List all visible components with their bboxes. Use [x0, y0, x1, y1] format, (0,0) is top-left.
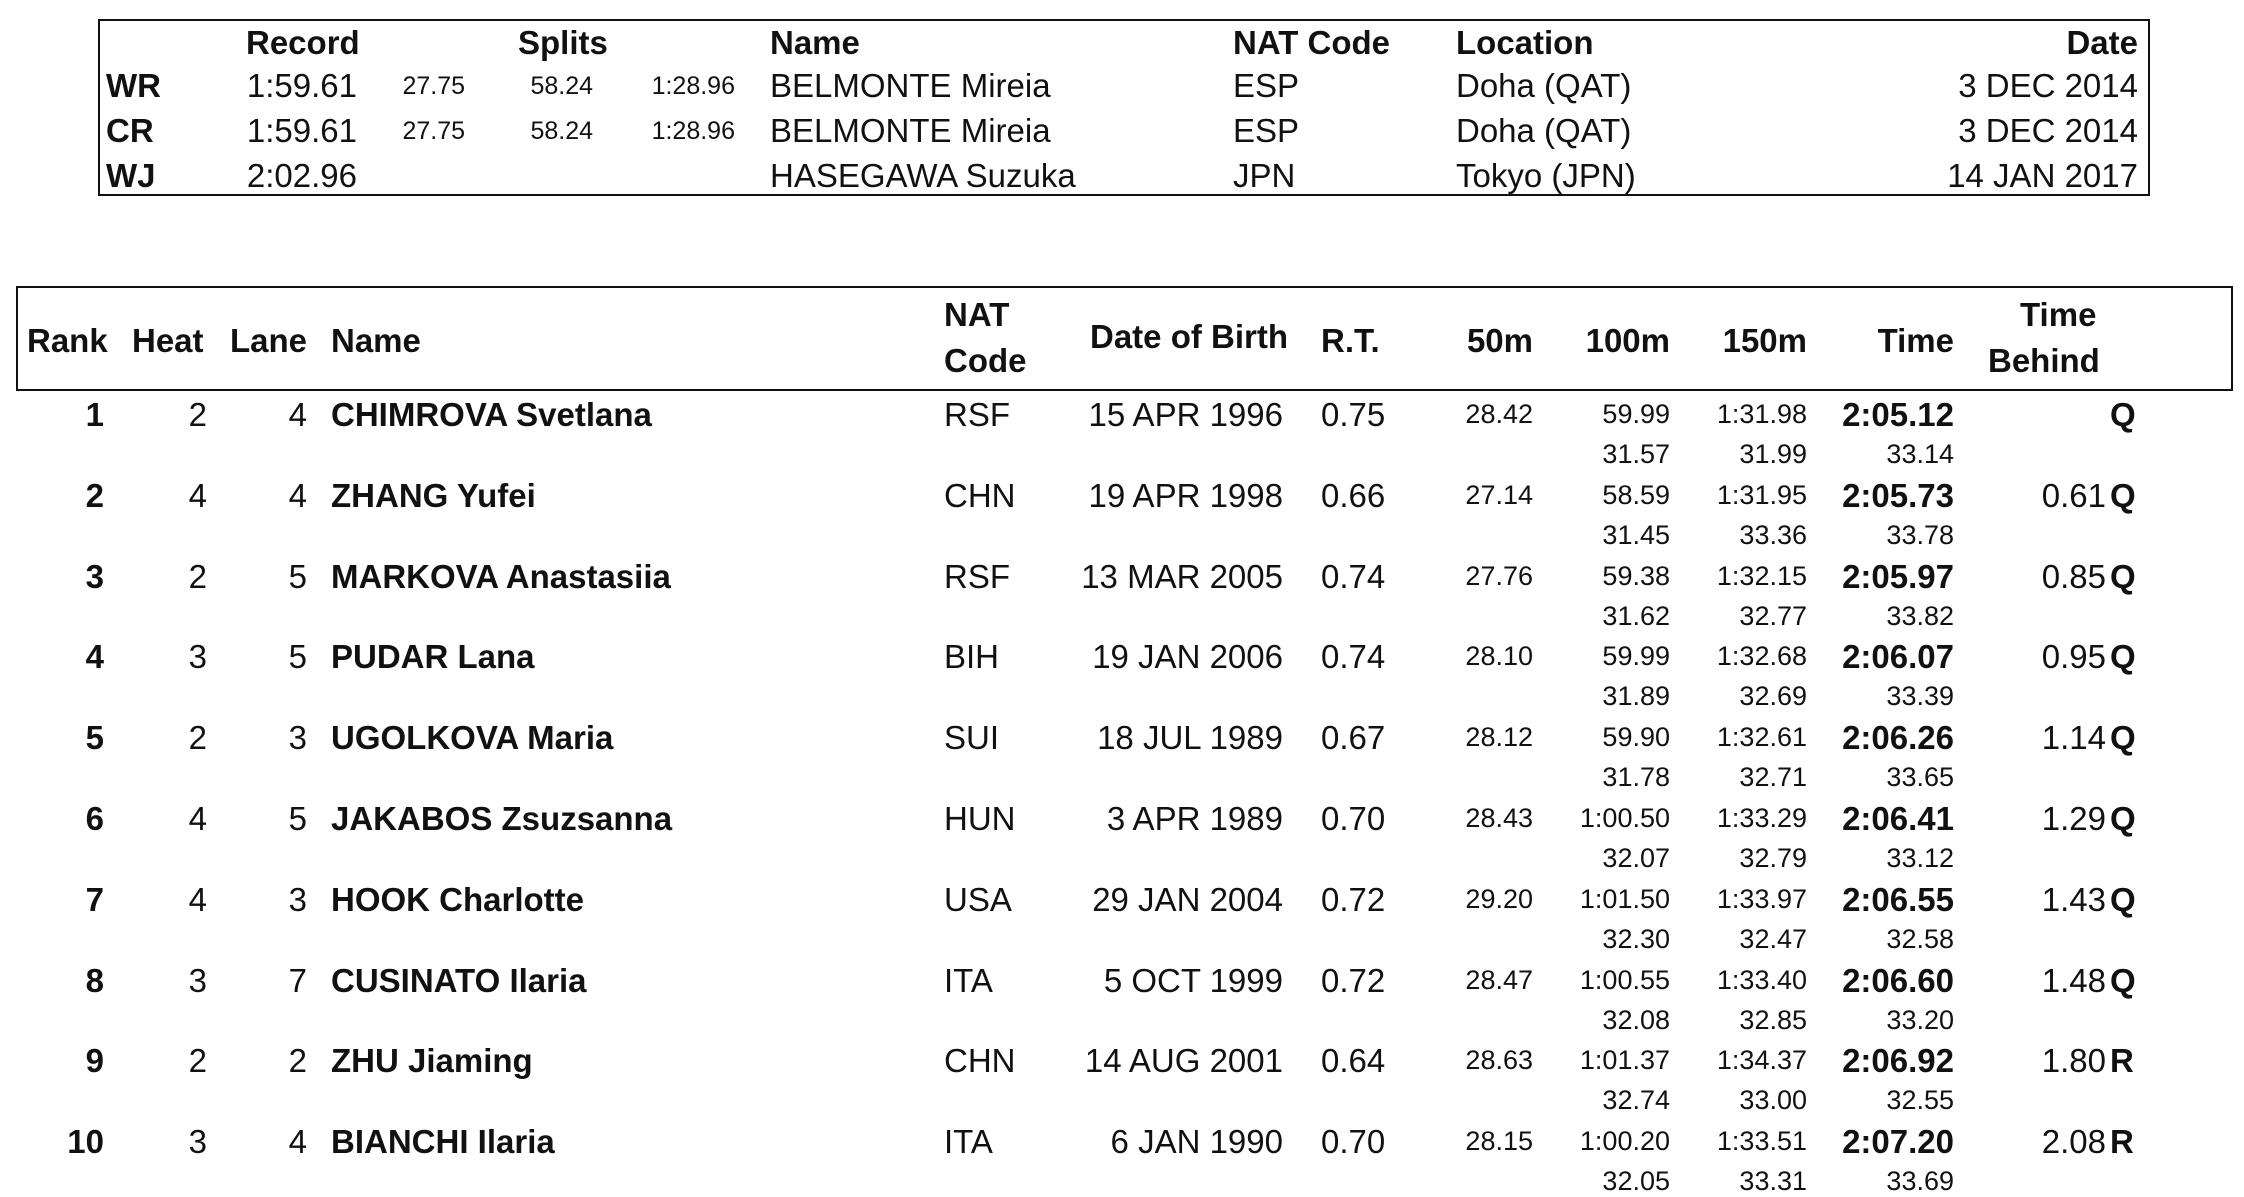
result-time-behind: 0.95 — [2041, 638, 2106, 676]
result-split-150m: 1:33.51 — [1716, 1126, 1807, 1157]
result-lap-split-200m: 33.12 — [1886, 843, 1954, 873]
result-split-100m: 1:01.37 — [1579, 1045, 1670, 1076]
result-lane: 2 — [288, 1042, 307, 1080]
result-split-150m: 1:34.37 — [1716, 1045, 1807, 1076]
result-date-of-birth: 15 APR 1996 — [1088, 396, 1283, 433]
result-reaction-time: 0.72 — [1321, 961, 1386, 999]
result-date-of-birth: 29 JAN 2004 — [1092, 880, 1283, 918]
result-athlete-name: HOOK Charlotte — [331, 880, 585, 918]
result-lane: 4 — [288, 396, 307, 433]
results-header-name: Name — [331, 322, 421, 359]
result-reaction-time: 0.67 — [1321, 719, 1386, 757]
result-lap-split-200m: 33.20 — [1886, 1004, 1954, 1035]
result-lane: 5 — [288, 638, 307, 676]
result-split-50m: 28.15 — [1465, 1126, 1533, 1157]
result-split-100m: 1:00.50 — [1579, 803, 1670, 833]
result-time-behind: 1.48 — [2041, 961, 2106, 999]
result-reaction-time: 0.70 — [1321, 800, 1386, 837]
records-header-name: Name — [770, 24, 860, 61]
result-lap-split-100m: 32.74 — [1602, 1085, 1670, 1116]
result-athlete-name: ZHANG Yufei — [331, 476, 536, 514]
result-lap-split-200m: 32.58 — [1886, 923, 1954, 954]
result-date-of-birth: 14 AUG 2001 — [1084, 1042, 1283, 1080]
record-date: 14 JAN 2017 — [1947, 157, 2138, 194]
record-date: 3 DEC 2014 — [1958, 112, 2138, 149]
result-final-time: 2:06.41 — [1842, 800, 1954, 837]
result-date-of-birth: 13 MAR 2005 — [1081, 557, 1283, 595]
records-header-nat-code: NAT Code — [1233, 24, 1391, 61]
result-heat: 3 — [188, 961, 207, 999]
result-qualification-mark: Q — [2110, 396, 2136, 433]
result-split-100m: 1:00.20 — [1579, 1126, 1670, 1157]
result-lane: 5 — [288, 800, 307, 837]
record-nat-code: ESP — [1233, 112, 1300, 149]
result-lap-split-200m: 33.39 — [1886, 681, 1954, 712]
result-nat-code: HUN — [944, 800, 1016, 837]
result-split-150m: 1:32.15 — [1716, 560, 1807, 591]
result-split-50m: 27.14 — [1465, 479, 1533, 510]
result-nat-code: CHN — [944, 476, 1016, 514]
result-time-behind: 1.43 — [2041, 880, 2106, 918]
result-split-50m: 28.10 — [1465, 641, 1533, 672]
result-nat-code: RSF — [944, 557, 1010, 595]
record-split-100: 58.24 — [530, 117, 593, 145]
result-athlete-name: MARKOVA Anastasiia — [331, 557, 671, 595]
result-lap-split-150m: 32.85 — [1739, 1004, 1807, 1035]
result-reaction-time: 0.72 — [1321, 880, 1386, 918]
result-lap-split-100m: 32.08 — [1602, 1004, 1670, 1035]
result-athlete-name: ZHU Jiaming — [331, 1042, 533, 1080]
results-header-time-behind-line1: Time — [2020, 296, 2097, 333]
records-header-splits: Splits — [518, 24, 608, 61]
result-rank: 4 — [85, 638, 104, 676]
record-location: Tokyo (JPN) — [1456, 157, 1636, 194]
records-header-record: Record — [246, 24, 360, 61]
result-athlete-name: PUDAR Lana — [331, 638, 535, 676]
result-split-150m: 1:33.40 — [1716, 964, 1807, 995]
result-reaction-time: 0.66 — [1321, 476, 1386, 514]
record-time: 2:02.96 — [246, 157, 357, 194]
results-header-100m: 100m — [1585, 322, 1670, 359]
result-lap-split-150m: 31.99 — [1739, 439, 1807, 469]
result-final-time: 2:05.12 — [1842, 396, 1954, 433]
result-heat: 4 — [188, 476, 207, 514]
result-split-150m: 1:32.68 — [1716, 641, 1807, 672]
record-type: CR — [106, 112, 154, 149]
result-split-100m: 58.59 — [1602, 479, 1670, 510]
result-lap-split-200m: 33.14 — [1886, 439, 1954, 469]
result-date-of-birth: 5 OCT 1999 — [1103, 961, 1283, 999]
result-split-100m: 59.99 — [1602, 399, 1670, 429]
result-lap-split-100m: 31.78 — [1602, 762, 1670, 793]
result-reaction-time: 0.70 — [1321, 1123, 1386, 1161]
result-lap-split-200m: 33.82 — [1886, 600, 1954, 631]
result-lap-split-200m: 33.69 — [1886, 1166, 1954, 1197]
result-time-behind: 0.85 — [2041, 557, 2106, 595]
result-time-behind: 1.29 — [2041, 800, 2106, 837]
result-reaction-time: 0.75 — [1321, 396, 1386, 433]
result-split-50m: 28.47 — [1465, 964, 1533, 995]
result-final-time: 2:06.60 — [1842, 961, 1954, 999]
result-rank: 9 — [85, 1042, 104, 1080]
result-heat: 4 — [188, 880, 207, 918]
result-athlete-name: JAKABOS Zsuzsanna — [331, 800, 673, 837]
result-lane: 3 — [288, 719, 307, 757]
result-lane: 3 — [288, 880, 307, 918]
result-lane: 7 — [288, 961, 307, 999]
record-type: WJ — [106, 157, 156, 194]
results-header-50m: 50m — [1466, 322, 1533, 359]
results-header-reaction-time: R.T. — [1321, 322, 1380, 359]
results-header-150m: 150m — [1722, 322, 1807, 359]
result-reaction-time: 0.74 — [1321, 638, 1386, 676]
result-qualification-mark: Q — [2110, 557, 2136, 595]
result-lap-split-150m: 32.47 — [1739, 923, 1807, 954]
result-lap-split-200m: 33.78 — [1886, 519, 1954, 550]
result-split-150m: 1:33.29 — [1716, 803, 1807, 833]
result-split-100m: 59.90 — [1602, 722, 1670, 753]
result-rank: 7 — [85, 880, 104, 918]
result-date-of-birth: 19 APR 1998 — [1088, 476, 1283, 514]
result-heat: 3 — [188, 1123, 207, 1161]
record-location: Doha (QAT) — [1456, 112, 1632, 149]
result-qualification-mark: Q — [2110, 800, 2136, 837]
result-heat: 2 — [188, 396, 207, 433]
results-header-rank: Rank — [27, 322, 108, 359]
record-location: Doha (QAT) — [1456, 67, 1632, 104]
result-heat: 2 — [188, 1042, 207, 1080]
results-header-time-behind-line2: Behind — [1988, 342, 2100, 379]
result-lap-split-200m: 32.55 — [1886, 1085, 1954, 1116]
result-lap-split-100m: 31.45 — [1602, 519, 1670, 550]
result-rank: 8 — [85, 961, 104, 999]
result-split-100m: 59.99 — [1602, 641, 1670, 672]
records-table-border — [98, 19, 2150, 196]
result-final-time: 2:05.73 — [1842, 476, 1954, 514]
result-split-50m: 27.76 — [1465, 560, 1533, 591]
result-heat: 3 — [188, 638, 207, 676]
record-split-50: 27.75 — [402, 72, 465, 100]
result-nat-code: ITA — [944, 1123, 993, 1161]
result-lap-split-100m: 32.05 — [1602, 1166, 1670, 1197]
result-final-time: 2:06.55 — [1842, 880, 1954, 918]
result-rank: 6 — [85, 800, 104, 837]
record-split-150: 1:28.96 — [651, 72, 735, 100]
result-lap-split-150m: 32.79 — [1739, 843, 1807, 873]
result-qualification-mark: Q — [2110, 638, 2136, 676]
result-lap-split-100m: 31.57 — [1602, 439, 1670, 469]
result-qualification-mark: Q — [2110, 880, 2136, 918]
result-final-time: 2:05.97 — [1842, 557, 1954, 595]
result-heat: 4 — [188, 800, 207, 837]
result-rank: 2 — [85, 476, 104, 514]
result-date-of-birth: 19 JAN 2006 — [1092, 638, 1283, 676]
result-split-50m: 28.42 — [1465, 399, 1533, 429]
result-date-of-birth: 18 JUL 1989 — [1097, 719, 1283, 757]
result-time-behind: 1.14 — [2041, 719, 2106, 757]
record-nat-code: ESP — [1233, 67, 1300, 104]
results-header-nat: NAT — [944, 296, 1010, 333]
result-split-150m: 1:33.97 — [1716, 883, 1807, 914]
result-split-50m: 28.63 — [1465, 1045, 1533, 1076]
result-lap-split-150m: 33.00 — [1739, 1085, 1807, 1116]
result-heat: 2 — [188, 719, 207, 757]
result-reaction-time: 0.74 — [1321, 557, 1386, 595]
record-time: 1:59.61 — [246, 67, 357, 104]
record-time: 1:59.61 — [246, 112, 357, 149]
result-time-behind: 2.08 — [2041, 1123, 2106, 1161]
result-qualification-mark: Q — [2110, 961, 2136, 999]
result-split-150m: 1:32.61 — [1716, 722, 1807, 753]
result-lap-split-100m: 32.30 — [1602, 923, 1670, 954]
result-rank: 1 — [85, 396, 104, 433]
result-final-time: 2:07.20 — [1842, 1123, 1954, 1161]
result-nat-code: ITA — [944, 961, 993, 999]
result-split-50m: 29.20 — [1465, 883, 1533, 914]
result-qualification-mark: Q — [2110, 476, 2136, 514]
result-time-behind: 1.80 — [2041, 1042, 2106, 1080]
result-rank: 3 — [85, 557, 104, 595]
result-heat: 2 — [188, 557, 207, 595]
result-lap-split-150m: 32.69 — [1739, 681, 1807, 712]
result-nat-code: BIH — [944, 638, 1000, 676]
result-final-time: 2:06.92 — [1842, 1042, 1954, 1080]
record-split-100: 58.24 — [530, 72, 593, 100]
result-rank: 5 — [85, 719, 104, 757]
result-athlete-name: CUSINATO Ilaria — [331, 961, 587, 999]
record-holder-name: BELMONTE Mireia — [770, 67, 1051, 104]
result-qualification-mark: Q — [2110, 719, 2136, 757]
record-split-150: 1:28.96 — [651, 117, 735, 145]
results-header-lane: Lane — [230, 322, 308, 359]
result-lap-split-150m: 32.71 — [1739, 762, 1807, 793]
result-lane: 5 — [288, 557, 307, 595]
result-lap-split-150m: 33.36 — [1739, 519, 1807, 550]
result-rank: 10 — [67, 1123, 104, 1161]
results-header-code: Code — [944, 342, 1027, 379]
results-header-time: Time — [1877, 322, 1954, 359]
result-nat-code: SUI — [944, 719, 1000, 757]
result-nat-code: USA — [944, 880, 1012, 918]
result-nat-code: CHN — [944, 1042, 1016, 1080]
result-split-50m: 28.12 — [1465, 722, 1533, 753]
result-split-100m: 59.38 — [1602, 560, 1670, 591]
results-header-date-of-birth: Date of Birth — [1090, 318, 1288, 355]
results-header-heat: Heat — [132, 322, 204, 359]
result-athlete-name: CHIMROVA Svetlana — [331, 396, 652, 433]
result-lap-split-100m: 31.89 — [1602, 681, 1670, 712]
record-holder-name: HASEGAWA Suzuka — [770, 157, 1076, 194]
result-reaction-time: 0.64 — [1321, 1042, 1386, 1080]
result-final-time: 2:06.07 — [1842, 638, 1954, 676]
result-qualification-mark: R — [2110, 1042, 2134, 1080]
result-athlete-name: UGOLKOVA Maria — [331, 719, 614, 757]
record-nat-code: JPN — [1233, 157, 1296, 194]
result-lap-split-150m: 33.31 — [1739, 1166, 1807, 1197]
record-split-50: 27.75 — [402, 117, 465, 145]
result-lap-split-100m: 31.62 — [1602, 600, 1670, 631]
result-athlete-name: BIANCHI Ilaria — [331, 1123, 555, 1161]
result-qualification-mark: R — [2110, 1123, 2134, 1161]
result-date-of-birth: 6 JAN 1990 — [1110, 1123, 1283, 1161]
result-lane: 4 — [288, 476, 307, 514]
result-lane: 4 — [288, 1123, 307, 1161]
result-lap-split-150m: 32.77 — [1739, 600, 1807, 631]
result-date-of-birth: 3 APR 1989 — [1106, 800, 1283, 837]
result-lap-split-100m: 32.07 — [1602, 843, 1670, 873]
result-time-behind: 0.61 — [2041, 476, 2106, 514]
records-header-date: Date — [2066, 24, 2138, 61]
result-lap-split-200m: 33.65 — [1886, 762, 1954, 793]
result-split-150m: 1:31.98 — [1716, 399, 1807, 429]
record-holder-name: BELMONTE Mireia — [770, 112, 1051, 149]
result-final-time: 2:06.26 — [1842, 719, 1954, 757]
records-header-location: Location — [1456, 24, 1594, 61]
result-split-50m: 28.43 — [1465, 803, 1533, 833]
result-nat-code: RSF — [944, 396, 1010, 433]
record-date: 3 DEC 2014 — [1958, 67, 2138, 104]
result-split-100m: 1:01.50 — [1579, 883, 1670, 914]
result-split-100m: 1:00.55 — [1579, 964, 1670, 995]
result-split-150m: 1:31.95 — [1716, 479, 1807, 510]
record-type: WR — [106, 67, 161, 104]
